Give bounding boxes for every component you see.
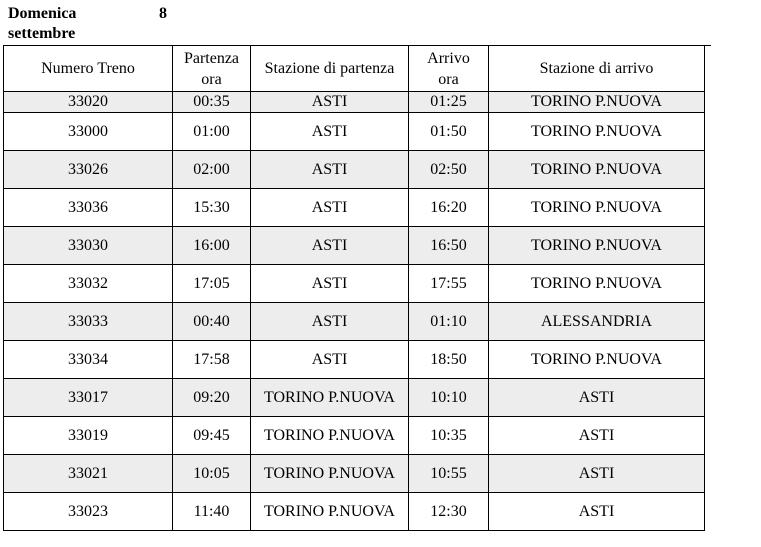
arrival-station-cell: ASTI (489, 417, 705, 455)
arrival-time-cell: 12:30 (409, 493, 489, 531)
departure-time-cell: 17:58 (173, 341, 251, 379)
arrival-time-cell: 02:50 (409, 151, 489, 189)
arrival-station-cell: TORINO P.NUOVA (489, 189, 705, 227)
train-timetable (3, 45, 705, 531)
table-row (4, 455, 705, 493)
table-header-row (4, 46, 705, 92)
col-train-number: Numero Treno (4, 46, 173, 92)
departure-station-cell: TORINO P.NUOVA (251, 417, 409, 455)
day-label: Domenica (8, 5, 77, 22)
table-row (4, 189, 705, 227)
arrival-time-cell: 10:35 (409, 417, 489, 455)
train-number-cell: 33017 (4, 379, 173, 417)
departure-station-cell: ASTI (251, 151, 409, 189)
table-row (4, 379, 705, 417)
table-row (4, 227, 705, 265)
arrival-time-cell: 01:25 (409, 92, 489, 113)
departure-time-cell: 00:40 (173, 303, 251, 341)
arrival-station-cell: TORINO P.NUOVA (489, 227, 705, 265)
table-row (4, 303, 705, 341)
col-departure-station: Stazione di partenza (251, 46, 409, 92)
arrival-time-cell: 18:50 (409, 341, 489, 379)
train-number-cell: 33033 (4, 303, 173, 341)
table-row (4, 113, 705, 151)
departure-time-cell: 17:05 (173, 265, 251, 303)
train-number-cell: 33000 (4, 113, 173, 151)
arrival-time-cell: 10:10 (409, 379, 489, 417)
col-departure-time: Partenza ora (173, 46, 251, 92)
departure-station-cell: TORINO P.NUOVA (251, 493, 409, 531)
col-arrival-station: Stazione di arrivo (489, 46, 705, 92)
arrival-station-cell: ALESSANDRIA (489, 303, 705, 341)
departure-time-cell: 00:35 (173, 92, 251, 113)
arrival-time-cell: 01:50 (409, 113, 489, 151)
departure-time-cell: 10:05 (173, 455, 251, 493)
departure-station-cell: ASTI (251, 113, 409, 151)
day-number: 8 (159, 5, 167, 22)
date-header (8, 4, 167, 44)
month-label: settembre (8, 25, 76, 42)
arrival-time-cell: 17:55 (409, 265, 489, 303)
departure-time-cell: 09:20 (173, 379, 251, 417)
train-number-cell: 33032 (4, 265, 173, 303)
departure-time-cell: 16:00 (173, 227, 251, 265)
table-row (4, 493, 705, 531)
table-row (4, 417, 705, 455)
departure-time-cell: 15:30 (173, 189, 251, 227)
departure-station-cell: ASTI (251, 303, 409, 341)
train-number-cell: 33034 (4, 341, 173, 379)
departure-time-cell: 09:45 (173, 417, 251, 455)
table-row (4, 151, 705, 189)
departure-station-cell: TORINO P.NUOVA (251, 379, 409, 417)
arrival-station-cell: TORINO P.NUOVA (489, 341, 705, 379)
train-number-cell: 33023 (4, 493, 173, 531)
arrival-time-cell: 16:50 (409, 227, 489, 265)
train-number-cell: 33019 (4, 417, 173, 455)
table-row (4, 92, 705, 113)
departure-station-cell: ASTI (251, 227, 409, 265)
table-row (4, 265, 705, 303)
table-row (4, 341, 705, 379)
departure-time-cell: 02:00 (173, 151, 251, 189)
arrival-station-cell: TORINO P.NUOVA (489, 92, 705, 113)
departure-time-cell: 11:40 (173, 493, 251, 531)
departure-time-cell: 01:00 (173, 113, 251, 151)
departure-station-cell: ASTI (251, 189, 409, 227)
arrival-station-cell: TORINO P.NUOVA (489, 265, 705, 303)
departure-station-cell: ASTI (251, 341, 409, 379)
departure-station-cell: TORINO P.NUOVA (251, 455, 409, 493)
train-number-cell: 33036 (4, 189, 173, 227)
train-number-cell: 33030 (4, 227, 173, 265)
col-arrival-time: Arrivo ora (409, 46, 489, 92)
departure-station-cell: ASTI (251, 265, 409, 303)
train-number-cell: 33026 (4, 151, 173, 189)
arrival-station-cell: ASTI (489, 455, 705, 493)
arrival-station-cell: ASTI (489, 379, 705, 417)
departure-station-cell: ASTI (251, 92, 409, 113)
arrival-time-cell: 10:55 (409, 455, 489, 493)
arrival-time-cell: 01:10 (409, 303, 489, 341)
arrival-station-cell: ASTI (489, 493, 705, 531)
train-number-cell: 33020 (4, 92, 173, 113)
arrival-station-cell: TORINO P.NUOVA (489, 151, 705, 189)
train-number-cell: 33021 (4, 455, 173, 493)
arrival-station-cell: TORINO P.NUOVA (489, 113, 705, 151)
arrival-time-cell: 16:20 (409, 189, 489, 227)
